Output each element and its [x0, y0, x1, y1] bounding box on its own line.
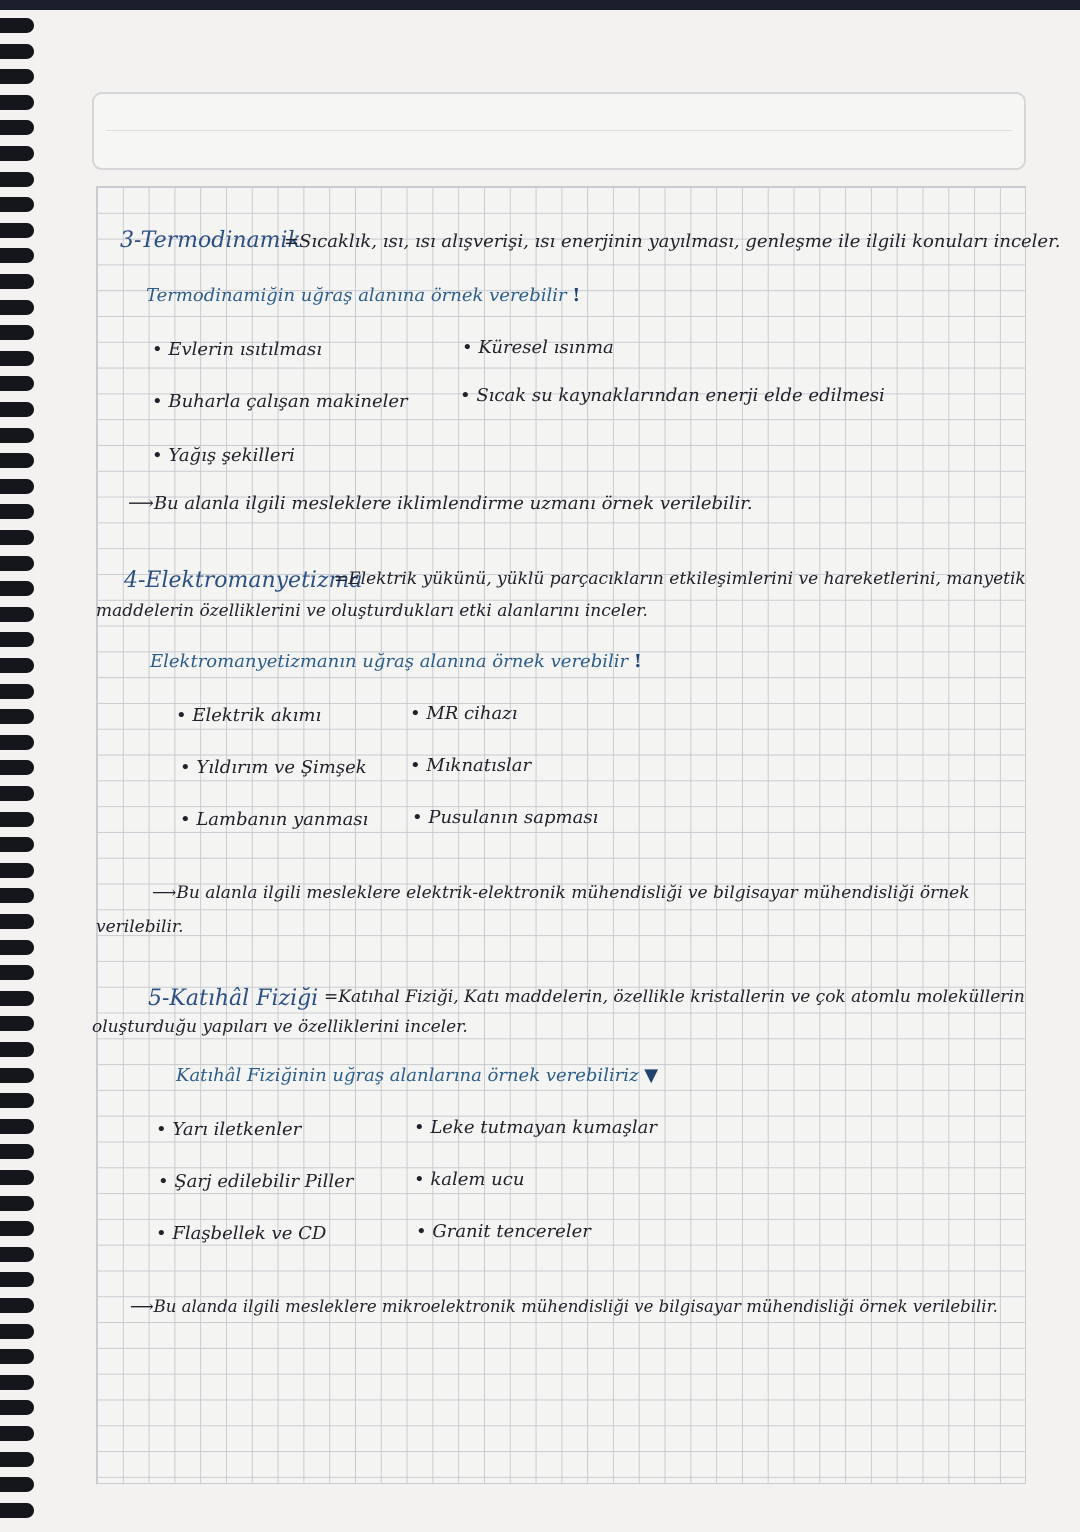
spiral-ring: [0, 44, 34, 59]
spiral-ring: [0, 940, 34, 955]
spiral-ring: [0, 1324, 34, 1339]
right-arrow-icon: ⟶: [128, 493, 154, 514]
section-definition-elektromanyetizma: =Elektrik yükünü, yüklü parçacıkların etkileşimlerini ve hareketlerini, manyetik: [334, 569, 1026, 589]
list-item: • Leke tutmayan kumaşlar: [414, 1117, 657, 1138]
section-definition-katihal-fizigi: =Katıhal Fiziği, Katı maddelerin, özellikle kristallerin ve çok atomlu moleküllerin: [324, 987, 1025, 1007]
list-item: • Evlerin ısıtılması: [152, 339, 323, 360]
spiral-ring: [0, 1298, 34, 1313]
list-item-text: Yarı iletkenler: [172, 1119, 302, 1140]
spiral-ring: [0, 18, 34, 33]
right-arrow-icon: ⟶: [152, 883, 177, 903]
spiral-ring: [0, 300, 34, 315]
section-subheading-katihal-fizigi: [176, 1066, 658, 1087]
section-heading-elektromanyetizma: 4-Elektromanyetizma: [124, 568, 363, 593]
exclamation-mark: !: [633, 651, 642, 672]
spiral-ring: [0, 1016, 34, 1031]
subheading-text: Katıhâl Fiziğinin uğraş alanlarına örnek verebiliriz: [176, 1065, 639, 1086]
section-heading-katihal-fizigi: 5-Katıhâl Fiziği: [148, 986, 319, 1011]
spiral-ring: [0, 786, 34, 801]
list-item: • Flaşbellek ve CD: [156, 1223, 327, 1244]
list-item: • Buharla çalışan makineler: [152, 391, 408, 412]
spiral-ring: [0, 1170, 34, 1185]
list-item: • Mıknatıslar: [410, 755, 532, 776]
list-item: • Yıldırım ve Şimşek: [180, 757, 367, 778]
down-triangle-icon: ▼: [644, 1065, 659, 1086]
section-definition-cont-katihal-fizigi: oluşturduğu yapıları ve özelliklerini inceler.: [92, 1017, 468, 1037]
spiral-ring: [0, 965, 34, 980]
spiral-ring: [0, 1503, 34, 1518]
list-item-text: Evlerin ısıtılması: [168, 339, 323, 360]
section-conclusion-cont-elektromanyetizma: verilebilir.: [96, 917, 184, 937]
exclamation-mark: !: [572, 285, 581, 306]
subheading-text: Elektromanyetizmanın uğraş alanına örnek verebilir: [150, 651, 629, 672]
list-item-text: Yıldırım ve Şimşek: [196, 757, 367, 778]
spiral-ring: [0, 248, 34, 263]
spiral-ring: [0, 914, 34, 929]
spiral-ring: [0, 1068, 34, 1083]
spiral-ring: [0, 1221, 34, 1236]
list-item-text: Pusulanın sapması: [428, 807, 599, 828]
spiral-ring: [0, 1042, 34, 1057]
spiral-ring: [0, 1272, 34, 1287]
spiral-ring: [0, 735, 34, 750]
spiral-ring: [0, 1477, 34, 1492]
section-definition-cont-elektromanyetizma: maddelerin özelliklerini ve oluşturdukları etki alanlarını inceler.: [96, 601, 648, 621]
list-item-text: Yağış şekilleri: [168, 445, 295, 466]
spiral-ring: [0, 658, 34, 673]
spiral-ring: [0, 1452, 34, 1467]
list-item-text: Şarj edilebilir Piller: [174, 1171, 354, 1192]
spiral-ring: [0, 376, 34, 391]
spiral-ring: [0, 351, 34, 366]
list-item: • Şarj edilebilir Piller: [158, 1171, 354, 1192]
spiral-ring: [0, 530, 34, 545]
spiral-ring: [0, 223, 34, 238]
section-subheading-termodinamik: [146, 286, 580, 307]
list-item: • Yarı iletkenler: [156, 1119, 302, 1140]
spiral-ring: [0, 1196, 34, 1211]
spiral-ring: [0, 1426, 34, 1441]
spiral-ring: [0, 197, 34, 212]
spiral-ring: [0, 632, 34, 647]
spiral-ring: [0, 120, 34, 135]
list-item-text: Leke tutmayan kumaşlar: [430, 1117, 657, 1138]
page-header-box: [92, 92, 1026, 170]
spiral-ring: [0, 479, 34, 494]
spiral-ring: [0, 760, 34, 775]
spiral-ring: [0, 684, 34, 699]
conclusion-text: Bu alanda ilgili mesleklere mikroelektronik mühendisliği ve bilgisayar mühendisliği örnek verilebilir.: [153, 1297, 998, 1316]
spiral-ring: [0, 95, 34, 110]
spiral-ring: [0, 1144, 34, 1159]
list-item: • Küresel ısınma: [462, 337, 614, 358]
list-item-text: Küresel ısınma: [478, 337, 614, 358]
spiral-ring: [0, 325, 34, 340]
list-item: • Pusulanın sapması: [412, 807, 599, 828]
spiral-ring: [0, 812, 34, 827]
conclusion-text: Bu alanla ilgili mesleklere elektrik-elektronik mühendisliği ve bilgisayar mühendisliği örnek: [176, 883, 970, 903]
spiral-ring: [0, 1375, 34, 1390]
list-item-text: Mıknatıslar: [426, 755, 532, 776]
list-item-text: Elektrik akımı: [192, 705, 322, 726]
section-conclusion-elektromanyetizma: [152, 884, 970, 904]
spiral-ring: [0, 607, 34, 622]
spiral-ring: [0, 991, 34, 1006]
spiral-ring: [0, 581, 34, 596]
list-item: • Lambanın yanması: [180, 809, 369, 830]
spiral-ring: [0, 863, 34, 878]
spiral-ring: [0, 1119, 34, 1134]
right-arrow-icon: ⟶: [130, 1297, 154, 1316]
spiral-ring: [0, 888, 34, 903]
notebook-spiral-binding: [0, 10, 40, 1532]
section-subheading-elektromanyetizma: [150, 652, 642, 673]
spiral-ring: [0, 709, 34, 724]
spiral-ring: [0, 172, 34, 187]
conclusion-text: Bu alanla ilgili mesleklere iklimlendirme uzmanı örnek verilebilir.: [153, 493, 753, 514]
list-item: • Elektrik akımı: [176, 705, 322, 726]
spiral-ring: [0, 146, 34, 161]
section-definition-termodinamik: =Sıcaklık, ısı, ısı alışverişi, ısı enerjinin yayılması, genleşme ile ilgili konuları inceler.: [284, 231, 1061, 252]
grid-paper: [96, 186, 1026, 1484]
spiral-ring: [0, 69, 34, 84]
section-conclusion-katihal-fizigi: [130, 1298, 998, 1317]
top-edge-band: [0, 0, 1080, 10]
list-item: • Granit tencereler: [416, 1221, 591, 1242]
list-item: • Yağış şekilleri: [152, 445, 295, 466]
list-item: • Sıcak su kaynaklarından enerji elde edilmesi: [460, 385, 885, 406]
list-item-text: kalem ucu: [430, 1169, 525, 1190]
spiral-ring: [0, 1400, 34, 1415]
header-rule: [106, 130, 1012, 131]
list-item-text: Lambanın yanması: [196, 809, 369, 830]
spiral-ring: [0, 504, 34, 519]
list-item: • kalem ucu: [414, 1169, 525, 1190]
list-item-text: Granit tencereler: [432, 1221, 591, 1242]
spiral-ring: [0, 1349, 34, 1364]
spiral-ring: [0, 274, 34, 289]
section-conclusion-termodinamik: [128, 494, 753, 515]
spiral-ring: [0, 556, 34, 571]
spiral-ring: [0, 402, 34, 417]
list-item-text: MR cihazı: [426, 703, 518, 724]
subheading-text: Termodinamiğin uğraş alanına örnek verebilir: [146, 285, 567, 306]
section-heading-termodinamik: 3-Termodinamik: [120, 228, 301, 253]
list-item-text: Sıcak su kaynaklarından enerji elde edilmesi: [476, 385, 885, 406]
spiral-ring: [0, 428, 34, 443]
spiral-ring: [0, 453, 34, 468]
spiral-ring: [0, 1093, 34, 1108]
list-item-text: Flaşbellek ve CD: [172, 1223, 327, 1244]
spiral-ring: [0, 1247, 34, 1262]
list-item: • MR cihazı: [410, 703, 518, 724]
list-item-text: Buharla çalışan makineler: [168, 391, 408, 412]
spiral-ring: [0, 837, 34, 852]
